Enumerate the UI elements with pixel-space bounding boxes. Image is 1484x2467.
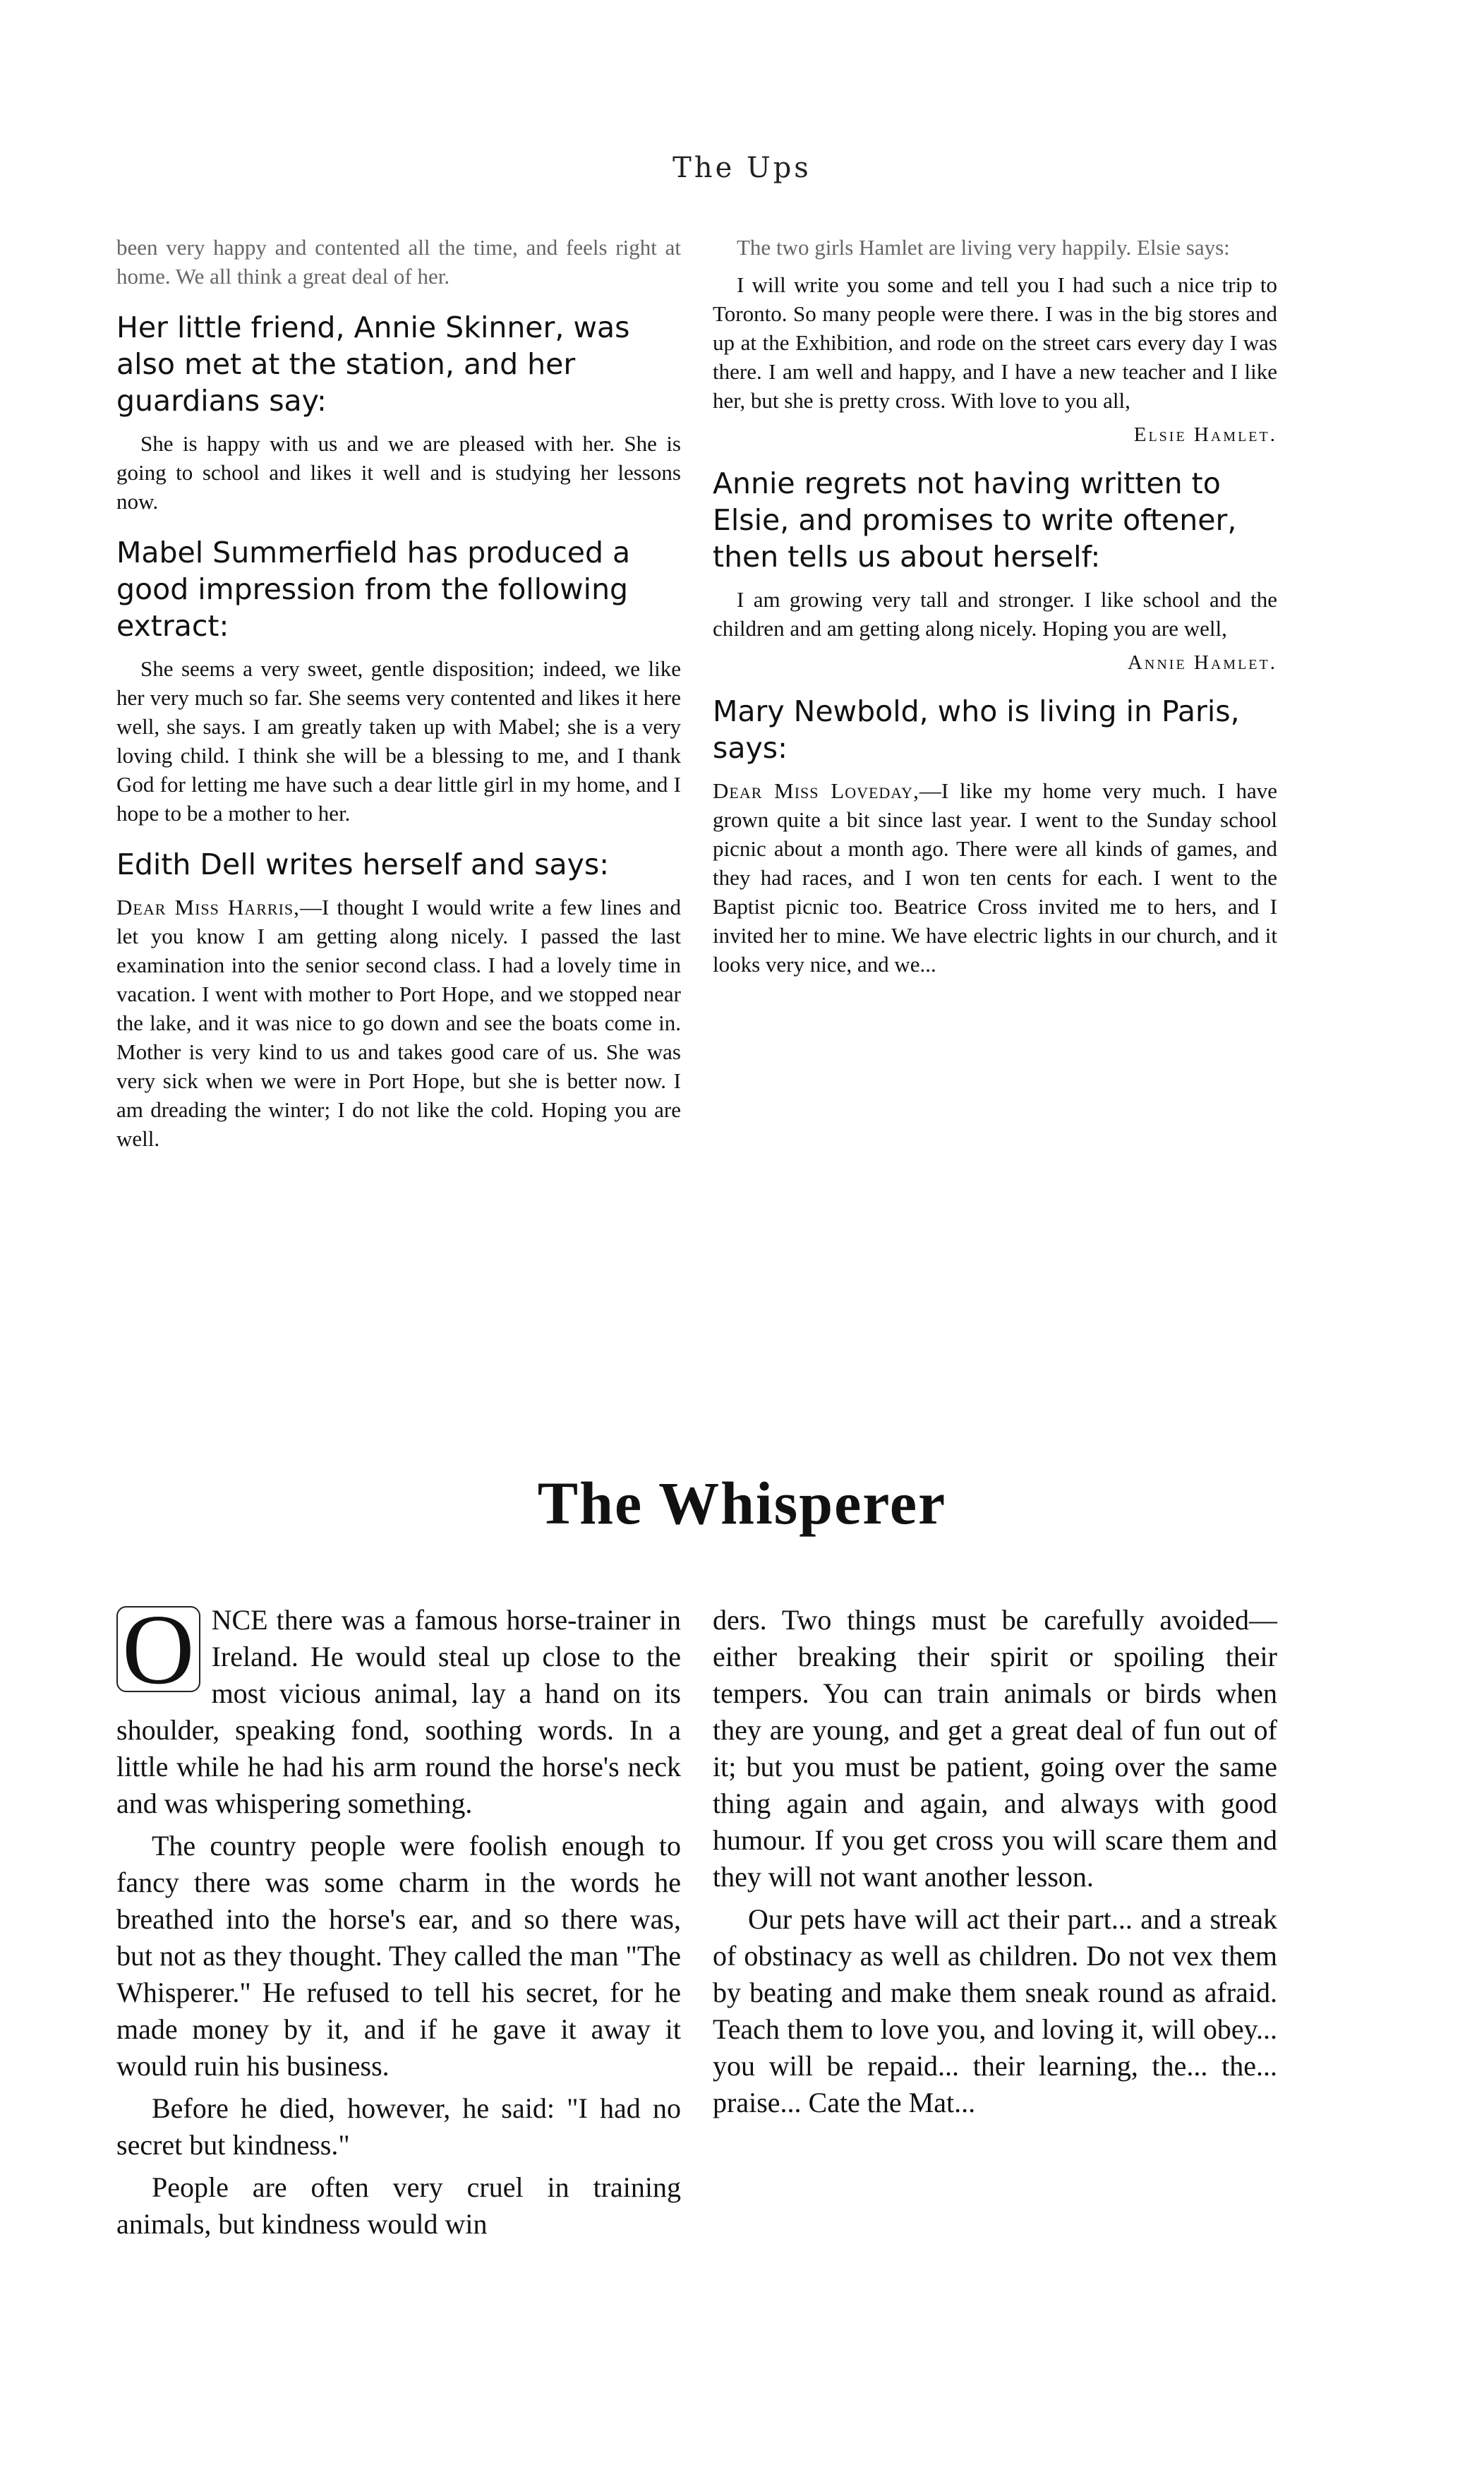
- annie-hamlet-intro: Annie regrets not having written to Elsie, and promises to write oftener, then tells us about herself:: [713, 466, 1237, 574]
- story-paragraph: [116, 1593, 681, 1822]
- right-opening-text: The two girls Hamlet are living very happily. Elsie says:: [737, 235, 1230, 260]
- mabel-intro: Mabel Summerfield has produced a good impression from the following extract:: [116, 536, 631, 643]
- left-column: [116, 233, 681, 1162]
- edith-letter: [116, 893, 681, 1153]
- annie-hamlet-signature: Annie Hamlet.: [1127, 651, 1277, 674]
- edith-salutation: Dear Miss Harris,: [116, 895, 300, 919]
- story-left-column: [116, 1593, 681, 2248]
- elsie-letter: I will write you some and tell you I had such a nice trip to Toronto. So many people were there. I was in the big stores and up at the Exhibition, and rode on the street cars every day I was there. I am well and happy, and I have a new teacher and I like her, but she is pretty cross. With love to you all,: [713, 272, 1277, 413]
- running-head: The Ups: [672, 152, 812, 184]
- left-opening-text: been very happy and contented all the time, and feels right at home. We all think a great deal of her.: [116, 235, 681, 289]
- story-paragraph: The country people were foolish enough to fancy there was some charm in the words he breathed into the horse's ear, and so there was, but not as they thought. They called the man "The Whisperer." He refused to tell his secret, for he made money by it, and if he gave it away it would ruin his business.: [116, 1830, 681, 2082]
- story-paragraph: Before he died, however, he said: "I had no secret but kindness.": [116, 2092, 681, 2161]
- annie-hamlet-letter: I am growing very tall and stronger. I like school and the children and am getting along nicely. Hoping you are well,: [713, 587, 1277, 641]
- elsie-signature: Elsie Hamlet.: [1133, 423, 1277, 446]
- edith-letter-body: —I thought I would write a few lines and let you know I am getting along nicely. I passed the last examination into the senior second class. I had a lovely time in vacation. I went with mother to Port Hope, and we stopped near the lake, and it was nice to go down and see the boats come in. Mother is very kind to us and takes good care of us. She was very sick when we were in Port Hope, but she is better now. I am dreading the winter; I do not like the cold. Hoping you are well.: [116, 895, 682, 1151]
- story-title: The Whisperer: [537, 1469, 947, 1537]
- story-paragraph: People are often very cruel in training animals, but kindness would win: [116, 2171, 681, 2240]
- annie-skinner-letter: She is happy with us and we are pleased with her. She is going to school and likes it well and is studying her lessons now.: [116, 431, 681, 514]
- mabel-letter: She seems a very sweet, gentle disposition; indeed, we like her very much so far. She seems very contented and likes it here well, she says. I am greatly taken up with Mabel; she is a very loving child. I think she will be a blessing to me, and I thank God for letting me have such a dear little girl in my home, and I hope to be a mother to her.: [116, 656, 681, 826]
- mary-intro: Mary Newbold, who is living in Paris, says:: [713, 694, 1240, 765]
- right-column: [713, 233, 1277, 987]
- drop-cap: O: [116, 1606, 200, 1692]
- story-right-column: [713, 1602, 1277, 2127]
- mary-salutation: Dear Miss Loveday,: [713, 778, 919, 803]
- mary-letter-body: —I like my home very much. I have grown quite a bit since last year. I went to the Sunday school picnic about a month ago. There were all kinds of games, and they had races, and I won ten cents for each. I went to the Baptist picnic too. Beatrice Cross invited me to hers, and I invited her to mine. We have electric lights in our church, and it looks very nice, and we...: [713, 778, 1278, 977]
- mary-letter: [713, 776, 1277, 979]
- story-paragraph: ders. Two things must be carefully avoided—either breaking their spirit or spoiling their tempers. You can train animals or birds when they are young, and get a great deal of fun out of it; but you must be patient, going over the same thing again and again, and always with good humour. If you get cross you will scare them and they will not want another lesson.: [713, 1604, 1277, 1893]
- story-opening-text: NCE there was a famous horse-trainer in Ireland. He would steal up close to the most vicious animal, lay a hand on its shoulder, speaking fond, soothing words. In a little while he had his arm round the horse's neck and was whispering something.: [116, 1604, 681, 1819]
- story-paragraph: Our pets have will act their part... and a streak of obstinacy as well as children. Do not vex them by beating and make them sneak round as afraid. Teach them to love you, and loving it, will obey... you will be repaid... their learning, the... the... praise... Cate the Mat...: [713, 1903, 1277, 2118]
- edith-intro: Edith Dell writes herself and says:: [116, 848, 610, 881]
- annie-skinner-intro: Her little friend, Annie Skinner, was also met at the station, and her guardians say:: [116, 310, 630, 418]
